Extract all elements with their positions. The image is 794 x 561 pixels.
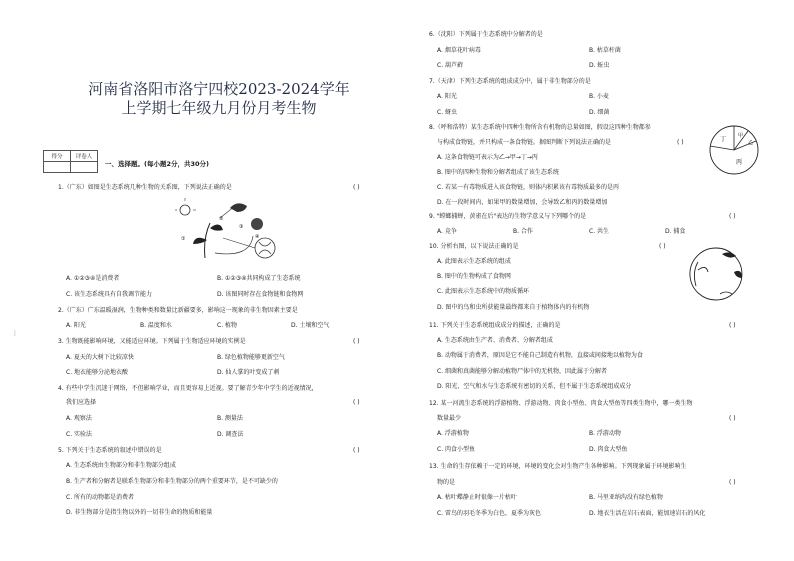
question-13: 13. 生命的生存依赖于一定的环境，环境的变化会对生物产生各种影响。下列现象属于环境影响生 <box>429 463 687 470</box>
answer-paren-9: ( ) <box>729 213 736 220</box>
q12-option-b[interactable]: B. 浮游动物 <box>589 430 621 437</box>
cycle-diagram <box>682 242 750 304</box>
q7-option-a[interactable]: A. 阳光 <box>437 93 457 100</box>
q9-option-a[interactable]: A. 竞争 <box>437 228 457 235</box>
grader-cell <box>71 162 98 173</box>
q2-option-a[interactable]: A. 阳光 <box>66 322 86 329</box>
q6-option-d[interactable]: D. 蚯虫 <box>589 62 610 69</box>
answer-paren-4: ( ) <box>353 399 360 406</box>
q10-option-c[interactable]: C. 此图表示生态系统中的物质循环 <box>437 288 530 295</box>
pie-diagram <box>708 124 760 176</box>
question-12: 12. 某一河流生态系统的浮游植物、浮游动物、肉食小型鱼、肉食大型鱼等四类生物中，哪一类生物 <box>429 400 693 407</box>
svg-text:①: ① <box>181 236 186 242</box>
q6-option-b[interactable]: B. 枯草杆菌 <box>589 47 621 54</box>
q13-option-d[interactable]: D. 地衣生活在岩石表面，能加速岩石的风化 <box>589 510 706 517</box>
q4-option-b[interactable]: B. 测量法 <box>217 415 243 422</box>
q11-option-b[interactable]: B. 动物属于消费者，原因是它不能自己制造有机物，直接或间接地以植物为食 <box>437 352 643 359</box>
question-3: 3. 生物既能影响环境，又能适应环境。下列属于生物适应环境的实例是 <box>58 338 246 345</box>
q1-option-d[interactable]: D. 该图同时存在食物链和食物网 <box>217 291 304 298</box>
q13-option-a[interactable]: A. 枯叶蝶静止时很像一片枯叶 <box>437 494 517 501</box>
q4-option-c[interactable]: C. 实验法 <box>66 431 93 438</box>
question-8: 8.（呼和浩特）某生态系统中四种生物所含有机物的总量如图，假设这四种生物都参 <box>429 124 651 131</box>
score-header: 得分 <box>44 151 71 162</box>
question-12-cont: 数量最少 <box>437 415 462 422</box>
q10-option-a[interactable]: A. 此图表示生态系统的组成 <box>437 258 511 265</box>
question-2: 2.（广东）广东温暖湿润，生物种类和数量比新疆要多，影响这一现象的非生物因素主要是 <box>58 307 298 314</box>
question-4: 4. 有些中学生沉迷于网络，不但影响学业，而且更容易上近视。要了解青少年中学生的近视情况， <box>58 385 318 392</box>
page-title-line1: 河南省洛阳市洛宁四校2023-2024学年 <box>88 80 350 98</box>
q8-option-d[interactable]: D. 在一段时间内，如果甲的数量增加，会导致乙和丙的数量增加 <box>437 199 608 206</box>
score-table <box>43 150 98 173</box>
q3-option-a[interactable]: A. 夏天的大树下比较凉快 <box>66 354 134 361</box>
question-13-cont: 物的是 <box>437 479 456 486</box>
question-1: 1.（广东）如图是生态系统几种生物的关系图，下列说法正确的是 <box>58 184 232 191</box>
q7-option-b[interactable]: B. 小麦 <box>589 93 609 100</box>
q12-option-a[interactable]: A. 浮游植物 <box>437 430 469 437</box>
q5-option-d[interactable]: D. 非生物部分是指生物以外的一切非生命的物质和能量 <box>66 509 213 516</box>
question-4-cont: 我们应选择 <box>66 399 97 406</box>
q11-option-d[interactable]: D. 阳光、空气和水与生态系统有密切的关系，但不属于生态系统组成成分 <box>437 383 632 390</box>
q12-option-c[interactable]: C. 肉食小型鱼 <box>437 446 476 453</box>
q3-option-d[interactable]: D. 仙人掌的叶变成了刺 <box>217 369 280 376</box>
svg-text:②: ② <box>219 216 224 222</box>
ecosystem-diagram <box>175 198 295 266</box>
svg-text:③: ③ <box>239 224 244 230</box>
question-10: 10. 分析右图，以下说法正确的是 <box>429 243 519 250</box>
q9-option-b[interactable]: B. 合作 <box>513 228 533 235</box>
page-title-line2: 上学期七年级九月份月考生物 <box>121 99 317 117</box>
q9-option-c[interactable]: C. 共生 <box>589 228 610 235</box>
q9-option-d[interactable]: D. 捕食 <box>665 228 686 235</box>
q5-option-b[interactable]: B. 生产者和分解者是联系生物部分和非生物部分的两个重要环节，是不可缺少的 <box>66 478 278 485</box>
q7-option-c[interactable]: C. 蚜虫 <box>437 109 458 116</box>
q12-option-d[interactable]: D. 肉食大型鱼 <box>589 446 628 453</box>
q13-option-b[interactable]: B. 马里亚纳沟没有绿色植物 <box>589 494 663 501</box>
q4-option-d[interactable]: D. 调查法 <box>217 431 244 438</box>
q2-option-b[interactable]: B. 温度和水 <box>140 322 172 329</box>
q4-option-a[interactable]: A. 观察法 <box>66 415 92 422</box>
answer-paren-13: ( ) <box>729 479 736 486</box>
q8-option-b[interactable]: B. 图中的四种生物和分解者组成了该生态系统 <box>437 169 559 176</box>
q11-option-a[interactable]: A. 生态系统由生产者、消费者、分解者组成 <box>437 337 553 344</box>
q5-option-c[interactable]: C. 所有的动物都是消费者 <box>66 494 135 501</box>
q6-option-c[interactable]: C. 葫芦藓 <box>437 62 464 69</box>
pie-label-yi: 乙 <box>748 140 754 146</box>
q13-option-c[interactable]: C. 雷鸟的羽毛冬季为白色，夏季为灰色 <box>437 510 542 517</box>
q11-option-c[interactable]: C. 细菌和真菌能够分解动植物尸体中的无机物，因此属于分解者 <box>437 368 608 375</box>
pie-label-ding: 丁 <box>720 136 727 143</box>
pie-label-bing: 丙 <box>736 159 743 166</box>
question-5: 5. 下列关于生态系统的叙述中错误的是 <box>58 447 162 454</box>
answer-paren-3: ( ) <box>353 338 360 345</box>
question-9: 9. "螳螂捕蝉，黄雀在后"表达的生物学意义与下列哪个的是 <box>429 213 587 220</box>
score-cell <box>44 162 71 173</box>
right-column <box>397 0 794 561</box>
pie-label-jia: 甲 <box>738 133 744 139</box>
q1-option-b[interactable]: B. ①②③④共同构成了生态系统 <box>217 275 301 282</box>
q3-option-b[interactable]: B. 绿色植物能够更新空气 <box>217 354 285 361</box>
q5-option-a[interactable]: A. 生态系统由生物部分和非生物部分组成 <box>66 462 176 469</box>
answer-paren-12: ( ) <box>729 415 736 422</box>
q2-option-c[interactable]: C. 植物 <box>217 322 238 329</box>
q1-option-a[interactable]: A. ①②③④是消费者 <box>66 275 120 282</box>
section-heading: 一、选择题。(每小题2分，共30分) <box>105 160 210 168</box>
q8-option-a[interactable]: A. 这条食物链可表示为乙→甲→丁→丙 <box>437 154 538 161</box>
answer-paren-5: ( ) <box>353 447 360 454</box>
answer-paren-1: ( ) <box>353 184 360 191</box>
q1-option-c[interactable]: C. 该生态系统具有自我调节能力 <box>66 291 153 298</box>
q10-option-d[interactable]: D. 图中的鸟和虫所获能量最终都来自于植物体内的有机物 <box>437 304 590 311</box>
question-6: 6.（沈阳）下列属于生态系统中分解者的是 <box>429 31 543 38</box>
q6-option-a[interactable]: A. 烟草花叶病毒 <box>437 47 481 54</box>
q3-option-c[interactable]: C. 地衣能够分泌地衣酸 <box>66 369 129 376</box>
answer-paren-8: ( ) <box>677 139 684 146</box>
q7-option-d[interactable]: D. 细菌 <box>589 109 610 116</box>
answer-paren-10: ( ) <box>659 243 666 250</box>
q2-option-d[interactable]: D. 土壤和空气 <box>291 322 330 329</box>
question-7: 7.（天津）下列生态系统的组成成分中，属于非生物部分的是 <box>429 78 591 85</box>
q10-option-b[interactable]: B. 图中的生物构成了食物网 <box>437 273 511 280</box>
q8-option-c[interactable]: C. 若某一有毒物质进入该食物链，则体内积累该有毒物质最多的是丙 <box>437 184 620 191</box>
binding-margin-dots: ⋮ <box>12 330 18 337</box>
question-11: 11. 下列关于生态系统组成成分的描述，正确的是 <box>429 322 561 329</box>
answer-paren-11: ( ) <box>729 322 736 329</box>
grader-header: 评卷人 <box>71 151 98 162</box>
question-8-cont: 与构成食物链，并只构成一条食物链。据图判断下列说法正确的是 <box>437 139 612 146</box>
svg-text:④: ④ <box>255 234 260 240</box>
